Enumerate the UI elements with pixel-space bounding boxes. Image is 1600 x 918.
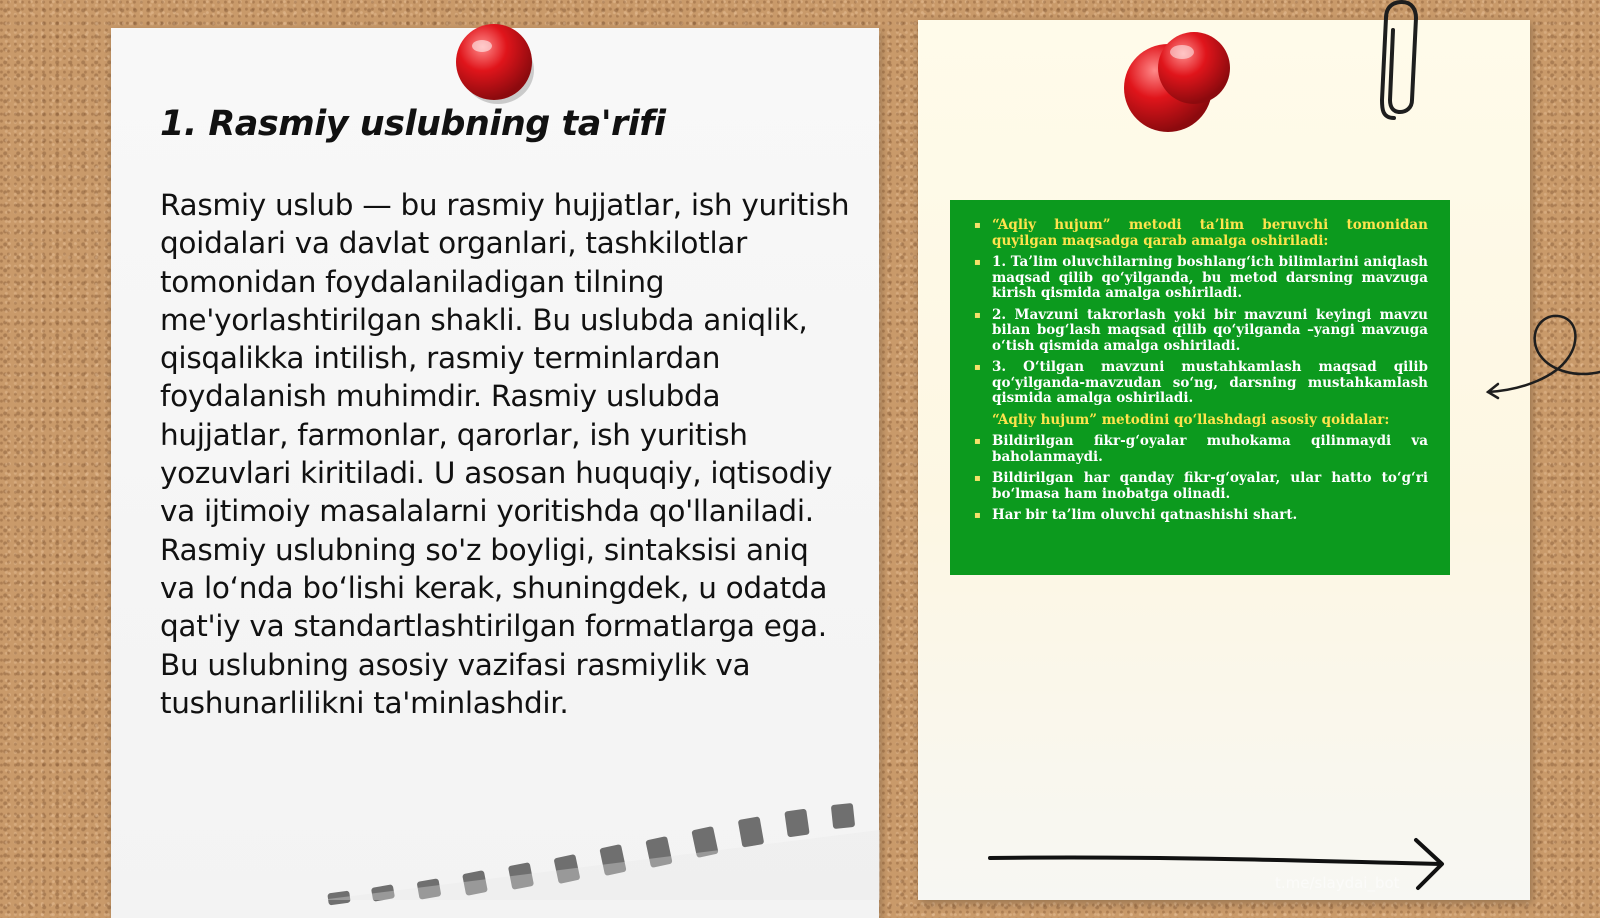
pushpin-icon: [1120, 30, 1230, 134]
pushpin-icon: [452, 20, 538, 106]
list-item: ▪ Har bir ta’lim oluvchi qatnashishi shart.: [972, 508, 1428, 524]
torn-edge-decoration: [320, 800, 880, 900]
list-item: ▪ 3. O‘tilgan mavzuni mustahkamlash maqsad qilib qo‘yilganda-mavzudan so‘ng, darsning mustahkamlash qismida amalga oshiriladi.: [972, 360, 1428, 407]
slide-title: 1. Rasmiy uslubning ta'rifi: [160, 104, 666, 144]
watermark-text: t.me/slaydai_bot: [1275, 874, 1400, 892]
method-list: [972, 218, 1428, 524]
rules-subheading: “Aqliy hujum” metodini qo‘llashdagi asosiy qoidalar:: [992, 411, 1390, 428]
paperclip-icon: [1376, 0, 1426, 124]
list-item: ▪ “Aqliy hujum” metodi ta’lim beruvchi tomonidan quyilgan maqsadga qarab amalga oshiriladi:: [972, 218, 1428, 249]
list-item: ▪ 1. Ta’lim oluvchilarning boshlang‘ich bilimlarini aniqlash maqsad qilib qo‘yilganda, bu metod darsning mavzuga kirish qismida amalga oshiriladi.: [972, 255, 1428, 302]
aqliy-hujum-panel: [950, 200, 1450, 575]
list-item: ▪ Bildirilgan har qanday fikr-g‘oyalar, ular hatto to‘g‘ri bo‘lmasa ham inobatga olinadi.: [972, 471, 1428, 502]
curl-arrow-icon: [1484, 312, 1600, 404]
definition-paragraph: Rasmiy uslub — bu rasmiy hujjatlar, ish yuritish qoidalari va davlat organlari, tashkilotlar tomonidan foydalaniladigan tilning me'yorlashtirilgan shakli. Bu uslubda aniqlik, qisqalikka intilish, rasmiy terminlardan foydalanish muhimdir. Rasmiy uslubda hujjatlar, farmonlar, qarorlar, ish yuritish yozuvlari kiritiladi. U asosan huquqiy, iqtisodiy va ijtimoiy masalalarni yoritishda qo'llaniladi. Rasmiy uslubning so'z boyligi, sintaksisi aniq va lo‘nda bo‘lishi kerak, shuningdek, u odatda qat'iy va standartlashtirilgan formatlarga ega. Bu uslubning asosiy vazifasi rasmiylik va tushunarlilikni ta'minlashdir.: [160, 188, 850, 720]
list-item: ▪ 2. Mavzuni takrorlash yoki bir mavzuni keyingi mavzu bilan bog‘lash maqsad qilib qo‘yilganda –yangi mavzuga o‘tish qismida amalga oshiriladi.: [972, 308, 1428, 355]
list-item: ▪ Bildirilgan fikr-g‘oyalar muhokama qilinmaydi va baholanmaydi.: [972, 434, 1428, 465]
